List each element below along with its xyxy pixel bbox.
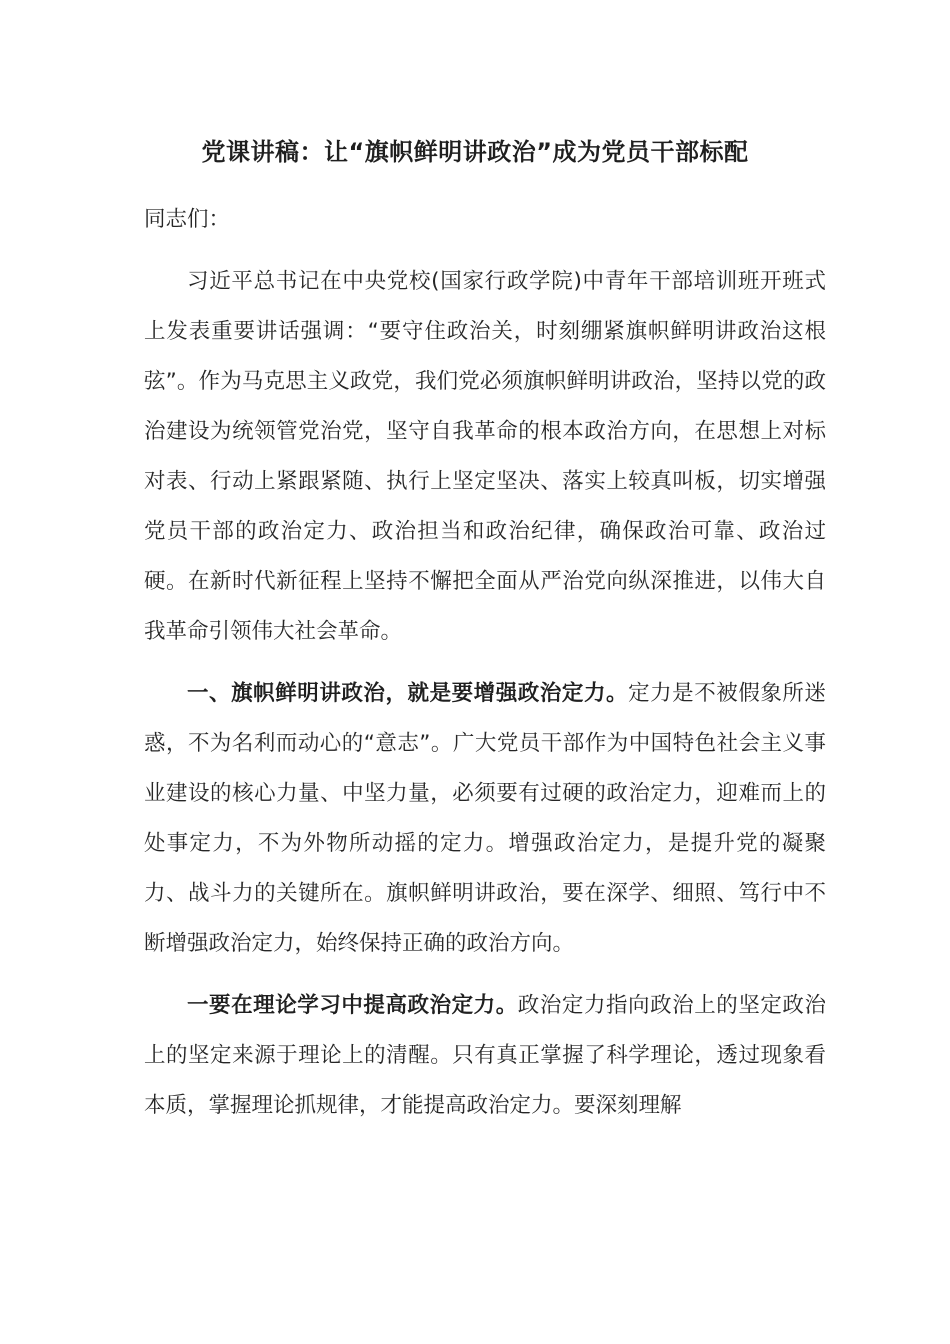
document-body — [144, 195, 826, 1143]
paragraph-text: 习近平总书记在中央党校(国家行政学院)中青年干部培训班开班式上发表重要讲话强调：“要守住政治关，时刻绷紧旗帜鲜明讲政治这根弦”。作为马克思主义政党，我们党必须旗帜鲜明讲政治，坚持以党的政治建设为统领管党治党，坚守自我革命的根本政治方向，在思想上对标对表、行动上紧跟紧随、执行上坚定坚决、落实上较真叫板，切实增强党员干部的政治定力、政治担当和政治纪律，确保政治可靠、政治过硬。在新时代新征程上坚持不懈把全面从严治党向纵深推进，以伟大自我革命引领伟大社会革命。 — [144, 269, 826, 644]
salutation: 同志们： — [144, 207, 231, 232]
paragraph-subsection-one — [144, 981, 826, 1131]
paragraph-text: 定力是不被假象所迷惑，不为名利而动心的“意志”。广大党员干部作为中国特色社会主义事业建设的核心力量、中坚力量，必须要有过硬的政治定力，迎难而上的处事定力，不为外物所动摇的定力。增强政治定力，是提升党的凝聚力、战斗力的关键所在。旗帜鲜明讲政治，要在深学、细照、笃行中不断增强政治定力，始终保持正确的政治方向。 — [144, 681, 826, 956]
document-title: 党课讲稿：让“旗帜鲜明讲政治”成为党员干部标配 — [201, 138, 749, 166]
paragraph-text: 政治定力指向政治上的坚定政治上的坚定来源于理论上的清醒。只有真正掌握了科学理论，透过现象看本质，掌握理论抓规律，才能提高政治定力。要深刻理解 — [144, 993, 826, 1118]
paragraph-lead: 一、旗帜鲜明讲政治，就是要增强政治定力。 — [187, 681, 629, 706]
paragraph-section-one — [144, 669, 826, 969]
paragraph-intro — [144, 257, 826, 657]
paragraph-lead: 一要在理论学习中提高政治定力。 — [187, 993, 518, 1018]
